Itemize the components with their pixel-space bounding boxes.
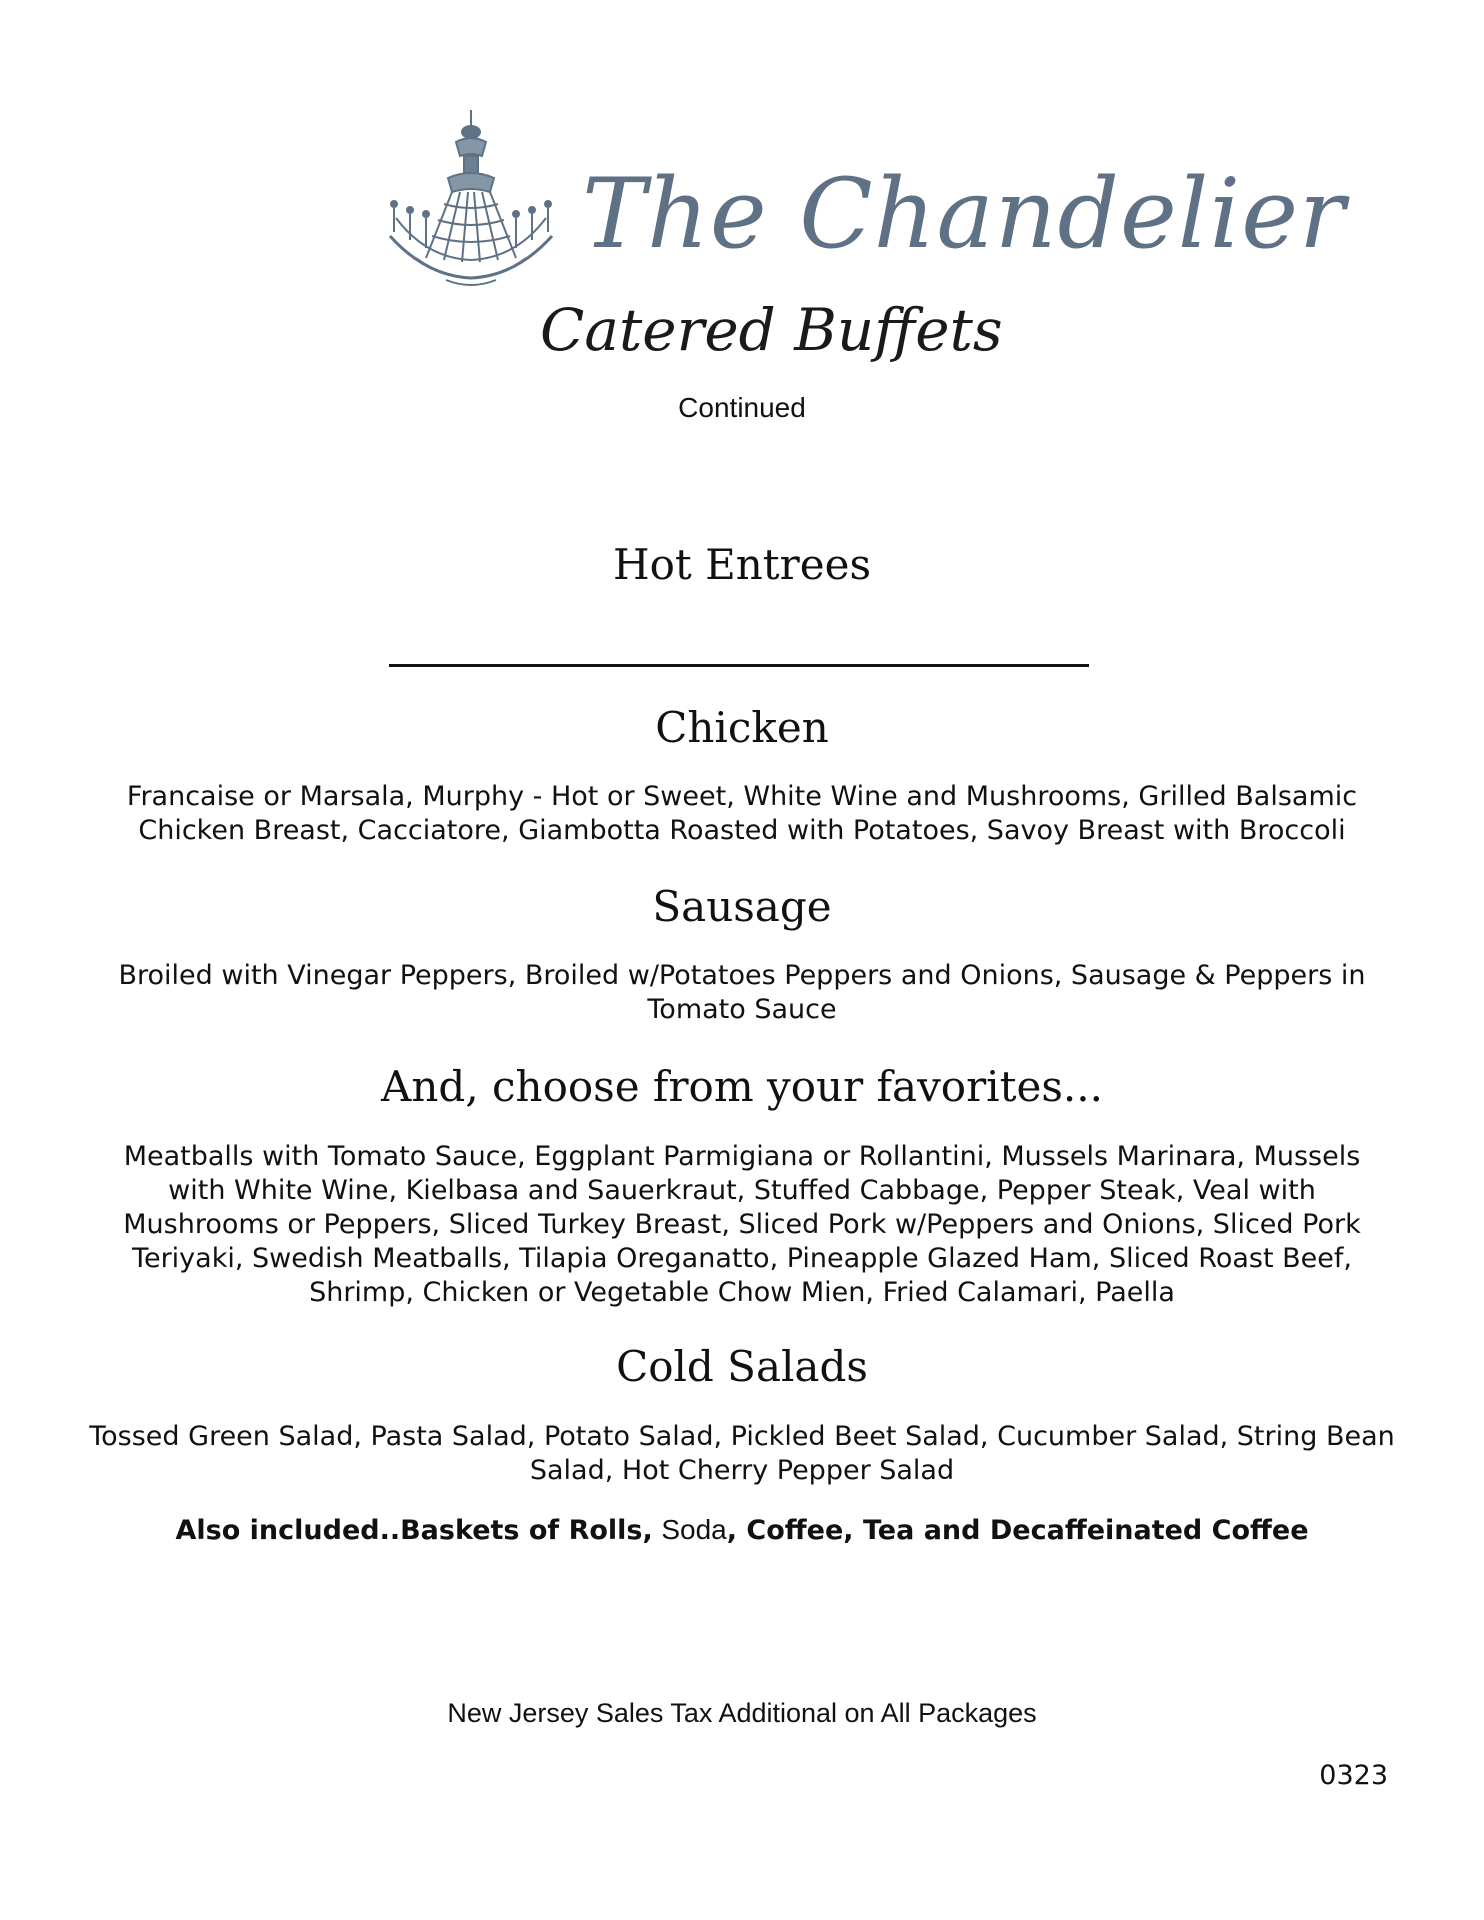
- cold-salads-line-2: Salad, Hot Cherry Pepper Salad: [529, 1455, 955, 1486]
- hot-entrees-heading: Hot Entrees: [612, 540, 872, 589]
- chicken-items: [80, 780, 1404, 848]
- favorites-line-3: Mushrooms or Peppers, Sliced Turkey Breast, Sliced Pork w/Peppers and Onions, Sliced Pork: [123, 1209, 1361, 1240]
- tax-note: New Jersey Sales Tax Additional on All Packages: [447, 1698, 1037, 1728]
- chicken-line-2: Chicken Breast, Cacciatore, Giambotta Roasted with Potatoes, Savoy Breast with Broccoli: [138, 815, 1346, 846]
- favorites-heading: And, choose from your favorites...: [381, 1062, 1103, 1111]
- included-part-2: Soda: [661, 1514, 727, 1545]
- favorites-line-2: with White Wine, Kielbasa and Sauerkraut, Stuffed Cabbage, Pepper Steak, Veal with: [168, 1175, 1316, 1206]
- included-part-3: , Coffee, Tea and Decaffeinated Coffee: [726, 1515, 1309, 1546]
- sausage-line-2: Tomato Sauce: [647, 994, 837, 1025]
- chicken-line-1: Francaise or Marsala, Murphy - Hot or Sweet, White Wine and Mushrooms, Grilled Balsamic: [126, 781, 1358, 812]
- cold-salads-items: [80, 1420, 1404, 1488]
- favorites-line-4: Teriyaki, Swedish Meatballs, Tilapia Oreganatto, Pineapple Glazed Ham, Sliced Roast Beef,: [132, 1243, 1352, 1274]
- sausage-items: [80, 959, 1404, 1027]
- favorites-line-5: Shrimp, Chicken or Vegetable Chow Mien, Fried Calamari, Paella: [309, 1277, 1175, 1308]
- cold-salads-line-1: Tossed Green Salad, Pasta Salad, Potato Salad, Pickled Beet Salad, Cucumber Salad, String Bean: [89, 1421, 1395, 1452]
- document-code: 0323: [1319, 1760, 1388, 1791]
- favorites-line-1: Meatballs with Tomato Sauce, Eggplant Parmigiana or Rollantini, Mussels Marinara, Mussels: [123, 1141, 1361, 1172]
- chandelier-icon: [386, 108, 576, 298]
- continued-label: Continued: [678, 392, 806, 423]
- sausage-heading: Sausage: [652, 882, 832, 931]
- cold-salads-heading: Cold Salads: [616, 1342, 868, 1391]
- favorites-items: [80, 1140, 1404, 1310]
- included-part-1: Also included..Baskets of Rolls,: [175, 1515, 653, 1546]
- logo: [386, 108, 1346, 308]
- brand-name: The Chandelier: [582, 158, 1346, 270]
- divider: [389, 664, 1089, 667]
- sausage-line-1: Broiled with Vinegar Peppers, Broiled w/Potatoes Peppers and Onions, Sausage & Peppers in: [118, 960, 1366, 991]
- included-line: [0, 1514, 1484, 1546]
- subtitle: Catered Buffets: [540, 296, 1003, 364]
- chicken-heading: Chicken: [655, 703, 829, 752]
